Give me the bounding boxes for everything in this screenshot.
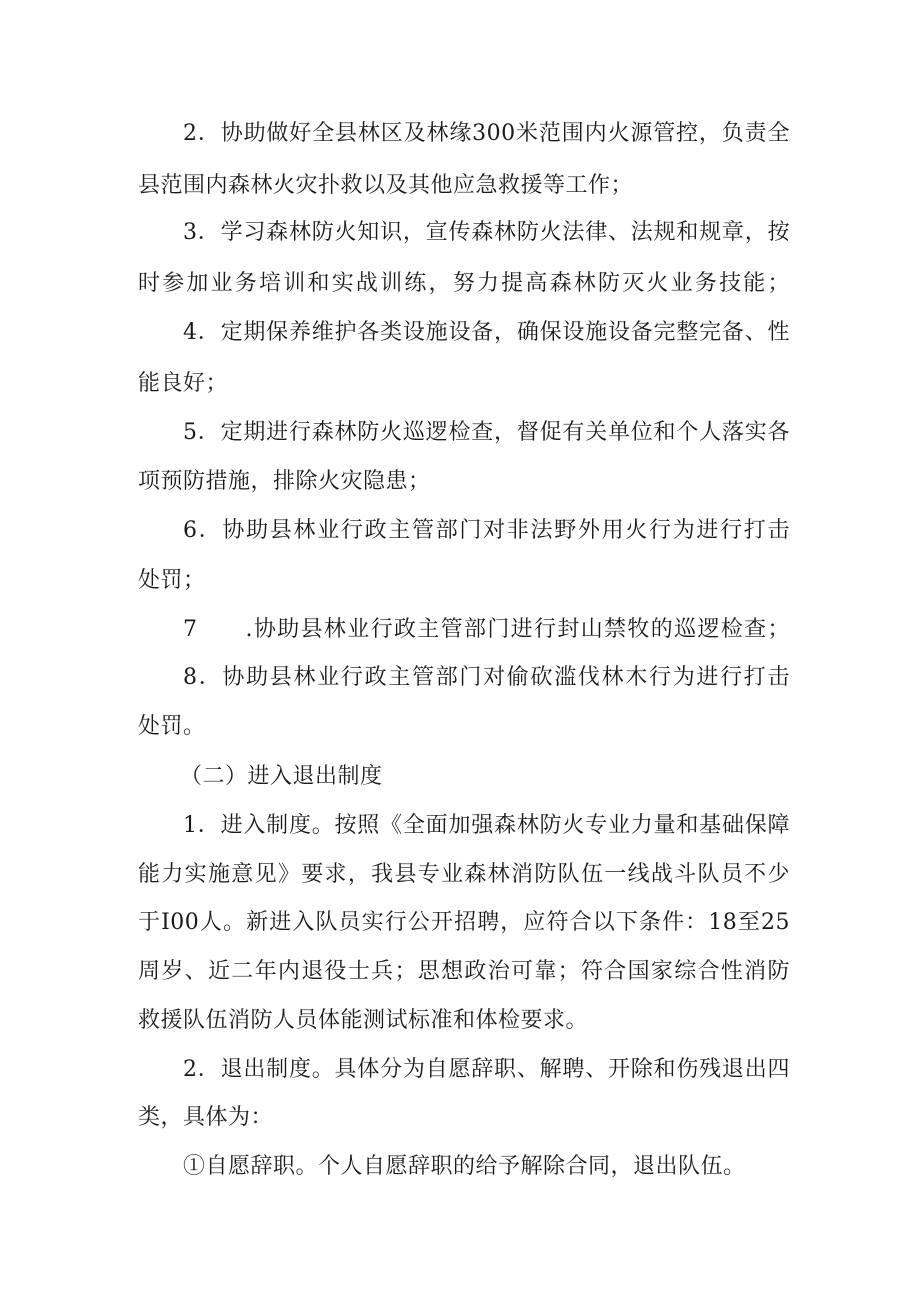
paragraph-item-6-line-2: 处罚； (138, 568, 206, 593)
paragraph-item-8-line-2: 处罚。 (138, 714, 206, 739)
paragraph-entry-1-line-5: 救援队伍消防人员体能测试标准和体检要求。 (138, 1008, 589, 1033)
paragraph-item-2-line-1: 2．协助做好全县林区及林缘300米范围内火源管控，负责全 (183, 121, 790, 146)
item-7-text: .协助县林业行政主管部门进行封山禁牧的巡逻检查； (245, 617, 790, 642)
paragraph-entry-1-line-2: 能力实施意见》要求，我县专业森林消防队伍一线战斗队员不少 (138, 862, 790, 887)
paragraph-item-5-line-2: 项预防措施，排除火灾隐患； (138, 469, 431, 494)
paragraph-exit-2-1-line-1: ①自愿辞职。个人自愿辞职的给予解除合同，退出队伍。 (183, 1154, 746, 1179)
paragraph-item-3-line-1: 3．学习森林防火知识，宣传森林防火法律、法规和规章，按 (183, 220, 790, 245)
paragraph-item-5-line-1: 5．定期进行森林防火巡逻检查，督促有关单位和个人落实各 (183, 420, 790, 445)
paragraph-item-2-line-2: 县范围内森林火灾扑救以及其他应急救援等工作； (138, 173, 634, 198)
paragraph-item-7 (183, 615, 790, 645)
paragraph-entry-1-line-4: 周岁、近二年内退役士兵；思想政治可靠；符合国家综合性消防 (138, 959, 790, 984)
item-7-number: 7 (183, 617, 198, 642)
paragraph-item-4-line-2: 能良好； (138, 371, 229, 396)
paragraph-entry-1-line-3: 于I00人。新进入队员实行公开招聘，应符合以下条件：18至25 (138, 910, 790, 935)
paragraph-item-3-line-2: 时参加业务培训和实战训练，努力提高森林防灭火业务技能； (138, 271, 790, 296)
paragraph-item-8-line-1: 8．协助县林业行政主管部门对偷砍滥伐林木行为进行打击 (183, 665, 790, 690)
section-heading: （二）进入退出制度 (180, 764, 383, 789)
paragraph-exit-2-line-1: 2．退出制度。具体分为自愿辞职、解聘、开除和伤残退出四 (183, 1057, 790, 1082)
paragraph-item-6-line-1: 6．协助县林业行政主管部门对非法野外用火行为进行打击 (183, 518, 790, 543)
paragraph-item-4-line-1: 4．定期保养维护各类设施设备，确保设施设备完整完备、性 (183, 320, 790, 345)
paragraph-exit-2-line-2: 类，具体为： (138, 1105, 274, 1130)
paragraph-entry-1-line-1: 1．进入制度。按照《全面加强森林防火专业力量和基础保障 (183, 813, 790, 838)
